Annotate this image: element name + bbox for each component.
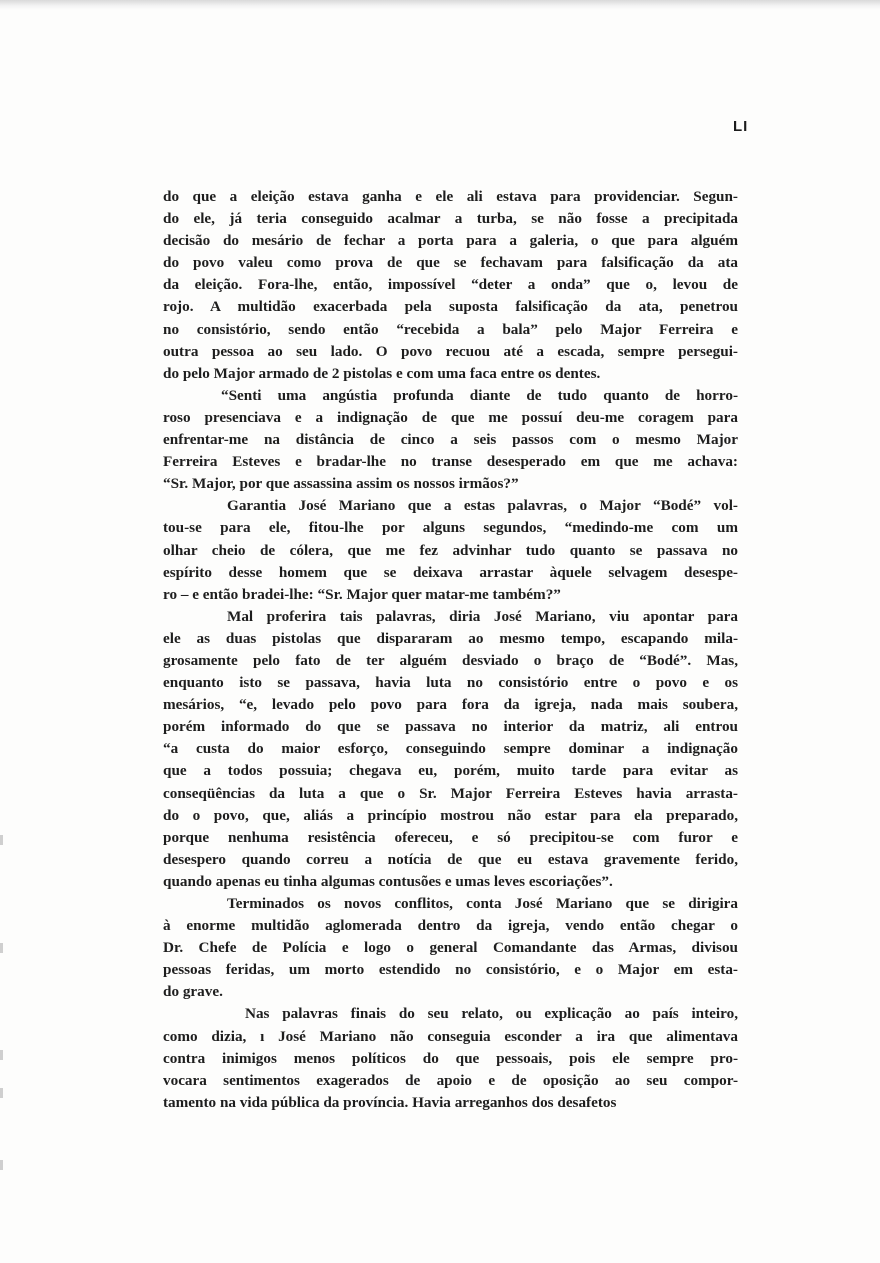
text-line: decisão do mesário de fechar a porta para a galeria, o que para alguém [163,232,738,250]
text-line: como dizia, ı José Mariano não conseguia esconder a ira que alimentava [163,1027,738,1045]
text-line: porque nenhuma resistência ofereceu, e só precipitou-se com furor e [163,828,738,846]
text-line: pessoas feridas, um morto estendido no consistório, e o Major em esta- [163,961,738,979]
text-line: da eleição. Fora-lhe, então, impossível “deter a onda” que o, levou de [163,276,738,294]
text-line: desespero quando correu a notícia de que eu estava gravemente ferido, [163,850,738,868]
text-line: porém informado do que se passava no interior da matriz, ali entrou [163,718,738,736]
text-line: no consistório, sendo então “recebida a bala” pelo Major Ferreira e [163,320,738,338]
text-line: enfrentar-me na distância de cinco a seis passos com o mesmo Major [163,431,738,449]
text-line: do pelo Major armado de 2 pistolas e com uma faca entre os dentes. [163,364,601,382]
text-line: outra pessoa ao seu lado. O povo recuou até a escada, sempre persegui- [163,342,738,360]
paragraph [163,495,738,605]
text-line: tamento na vida pública da província. Havia arreganhos dos desafetos [163,1093,617,1111]
scan-edge-mark [0,1088,3,1098]
text-line: enquanto isto se passava, havia luta no consistório entre o povo e os [163,674,738,692]
scan-top-edge [0,0,880,10]
scan-edge-mark [0,1050,3,1060]
scan-edge-mark [0,1160,3,1170]
text-line: roso presenciava e a indignação de que me possuí deu-me coragem para [163,408,738,426]
text-line: quando apenas eu tinha algumas contusões e umas leves escoriações”. [163,872,613,890]
text-line: “Senti uma angústia profunda diante de tudo quanto de horro- [221,386,738,404]
paragraph [163,385,738,495]
text-line: do grave. [163,983,223,1001]
text-line: Terminados os novos conflitos, conta José Mariano que se dirigira [227,895,738,912]
text-line: Dr. Chefe de Polícia e logo o general Comandante das Armas, divisou [163,939,738,957]
text-line: do que a eleição estava ganha e ele ali estava para providenciar. Segun- [163,188,738,205]
text-line: contra inimigos menos políticos do que pessoais, pois ele sempre pro- [163,1049,738,1067]
text-line: “a custa do maior esforço, conseguindo sempre dominar a indignação [163,740,738,758]
text-line: Mal proferira tais palavras, diria José Mariano, viu apontar para [227,607,738,625]
text-line: grosamente pelo fato de ter alguém desviado o braço de “Bodé”. Mas, [163,651,738,669]
text-line: ro – e então bradei-lhe: “Sr. Major quer matar-me também?” [163,585,561,603]
text-line: tou-se para ele, fitou-lhe por alguns segundos, “medindo-me com um [163,519,738,537]
paragraph [163,893,738,1003]
text-line: Nas palavras finais do seu relato, ou explicação ao país inteiro, [245,1005,738,1023]
text-line: que a todos possuia; chegava eu, porém, muito tarde para evitar as [163,762,738,780]
text-line: rojo. A multidão exacerbada pela suposta falsificação da ata, penetrou [163,298,738,316]
scan-edge-mark [0,943,3,953]
text-line: do ele, já teria conseguido acalmar a turba, se não fosse a precipitada [163,210,738,228]
text-line: à enorme multidão aglomerada dentro da igreja, vendo então chegar o [163,917,738,935]
paragraph [163,606,738,893]
text-line: espírito desse homem que se deixava arrastar àquele selvagem desespe- [163,563,738,581]
text-line: olhar cheio de cólera, que me fez advinhar tudo quanto se passava no [163,541,738,559]
page-number: LI [733,118,749,135]
text-line: conseqüências da luta a que o Sr. Major Ferreira Esteves havia arrasta- [163,784,738,802]
text-line: ele as duas pistolas que dispararam ao mesmo tempo, escapando mila- [163,629,738,647]
text-line: do povo valeu como prova de que se fechavam para falsificação da ata [163,254,738,272]
text-line: Ferreira Esteves e bradar-lhe no transe desesperado em que me achava: [163,453,738,471]
text-line: mesários, “e, levado pelo povo para fora da igreja, nada mais soubera, [163,696,738,714]
scan-edge-mark [0,835,3,845]
text-line: do o povo, que, aliás a princípio mostrou não estar para ela preparado, [163,806,738,824]
text-line: Garantia José Mariano que a estas palavras, o Major “Bodé” vol- [227,497,738,515]
text-line: vocara sentimentos exagerados de apoio e de oposição ao seu compor- [163,1071,738,1089]
text-line: “Sr. Major, por que assassina assim os nossos irmãos?” [163,475,519,493]
body-text [163,186,738,1114]
paragraph [163,186,738,385]
paragraph [163,1003,738,1113]
